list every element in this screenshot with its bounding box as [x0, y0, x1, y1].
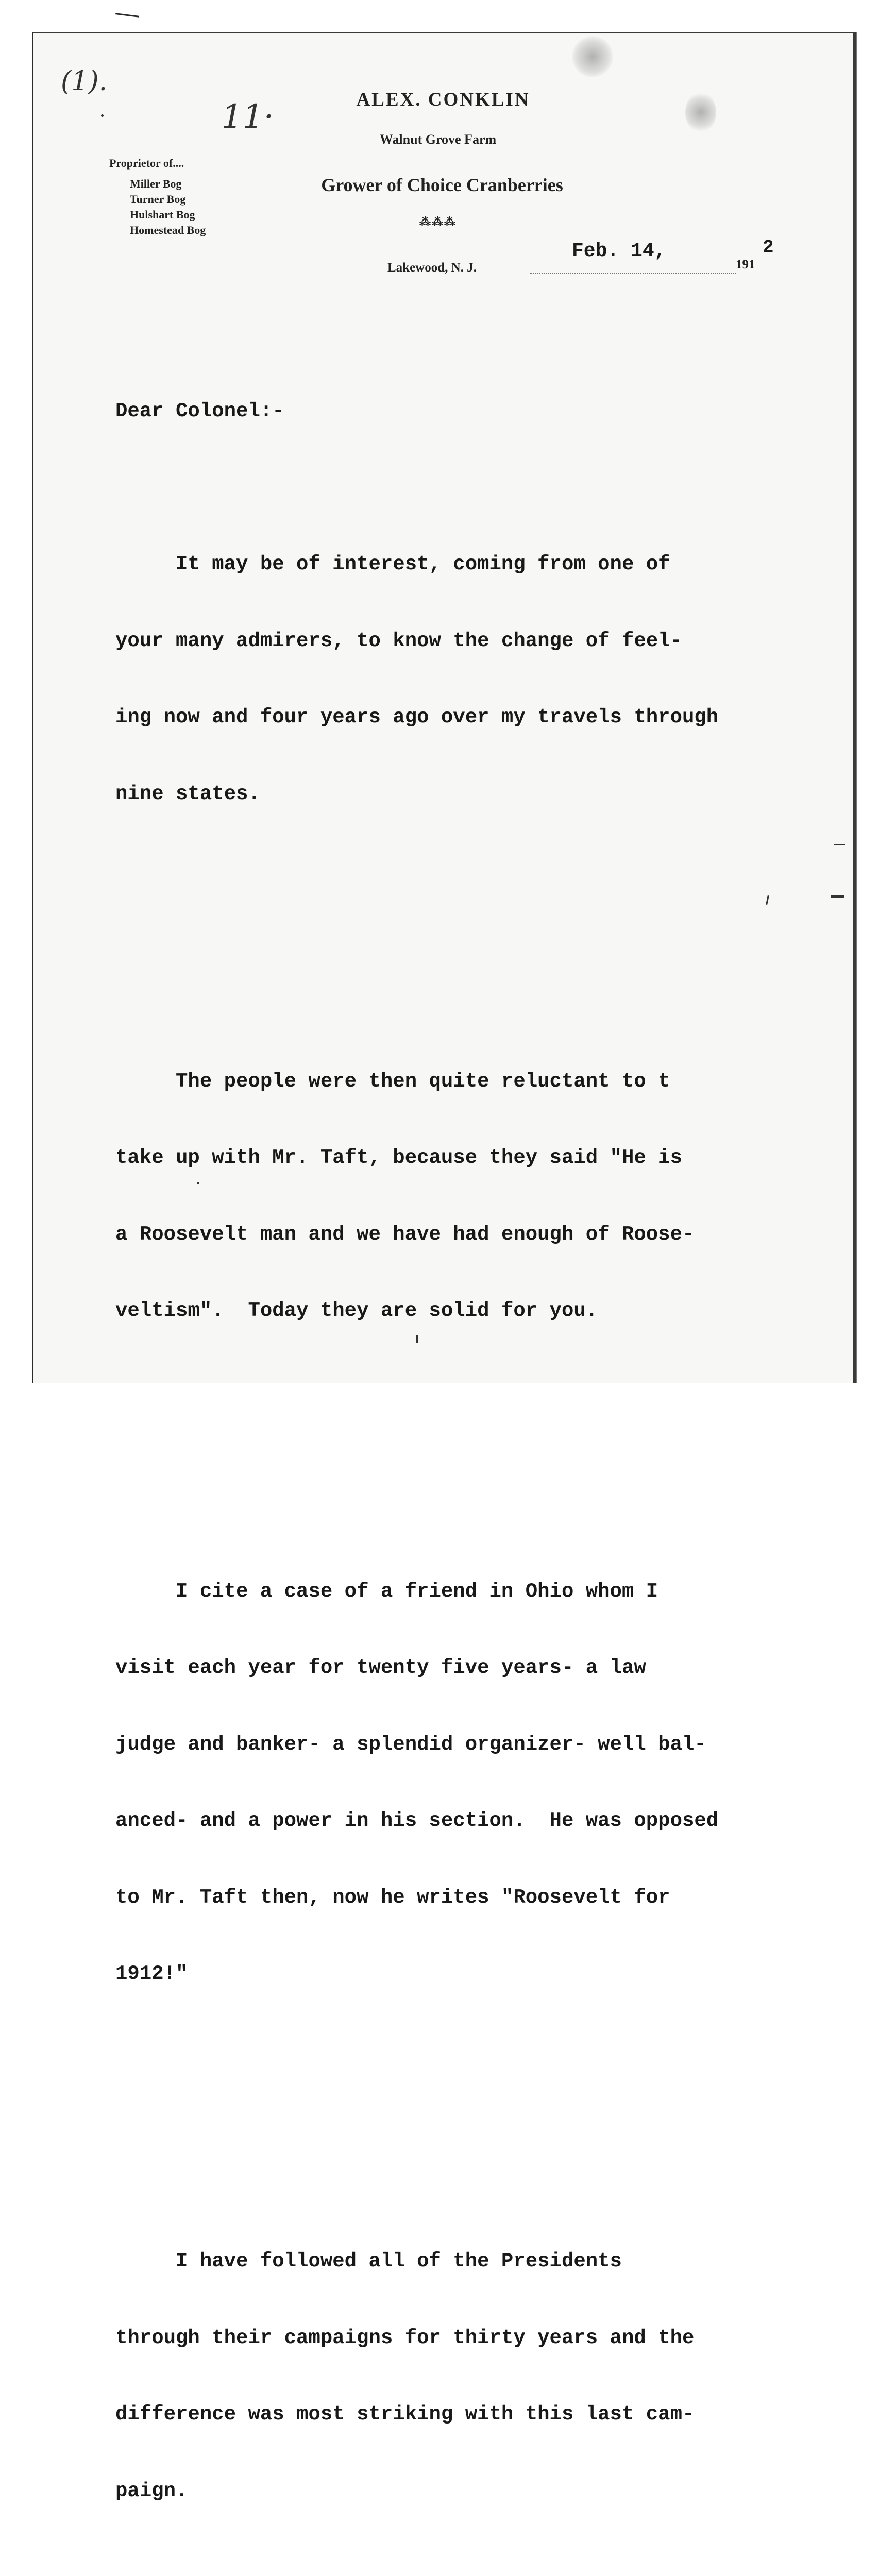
paragraph: [115, 501, 826, 858]
typed-date: Feb. 14,: [572, 240, 666, 262]
year-digit: 2: [763, 237, 774, 258]
text-line: veltism". Today they are solid for you.: [115, 1299, 598, 1322]
letterhead-farm: Walnut Grove Farm: [379, 132, 497, 147]
text-line: a Roosevelt man and we have had enough of Roose-: [115, 1223, 695, 1246]
margin-mark: [101, 114, 104, 117]
bog-item: Turner Bog: [130, 193, 186, 206]
text-line: to Mr. Taft then, now he writes "Roosevelt for: [115, 1886, 670, 1909]
salutation: Dear Colonel:-: [115, 400, 284, 422]
paragraph: [115, 1528, 826, 2038]
paper-edge-mark: [115, 13, 139, 18]
text-line: paign.: [115, 2479, 188, 2502]
tally-annotation: 11·: [222, 98, 274, 136]
page-number-annotation: (1).: [61, 66, 108, 97]
text-line: take up with Mr. Taft, because they said "He is: [115, 1146, 682, 1169]
bog-item: Homestead Bog: [130, 224, 206, 236]
text-line: ing now and four years ago over my travels through: [115, 706, 719, 728]
paragraph: [115, 2198, 826, 2555]
text-line: The people were then quite reluctant to t: [115, 1070, 670, 1093]
margin-mark: [416, 1335, 418, 1343]
margin-mark: [197, 1182, 199, 1184]
text-line: I have followed all of the Presidents: [115, 2250, 622, 2273]
paragraph: [115, 1018, 826, 1375]
text-line: nine states.: [115, 782, 260, 805]
letter-body: [115, 348, 826, 2576]
text-line: 1912!": [115, 1962, 188, 1985]
proprietor-title: Proprietor of....: [109, 157, 184, 170]
letterhead-place: Lakewood, N. J.: [387, 261, 477, 275]
ink-smudge: [685, 92, 716, 133]
text-line: I cite a case of a friend in Ohio whom I: [115, 1580, 658, 1603]
text-line: your many admirers, to know the change of feel-: [115, 629, 682, 652]
text-line: anced- and a power in his section. He was opposed: [115, 1809, 719, 1832]
text-line: visit each year for twenty five years- a law: [115, 1656, 646, 1679]
ink-smudge: [572, 36, 613, 77]
letterhead-ornament: ⁂⁂⁂: [419, 215, 457, 228]
bog-item: Hulshart Bog: [130, 208, 195, 221]
margin-mark: [834, 844, 845, 845]
text-line: judge and banker- a splendid organizer- well bal-: [115, 1733, 706, 1756]
bog-item: Miller Bog: [130, 177, 182, 190]
text-line: It may be of interest, coming from one of: [115, 553, 670, 575]
margin-mark: [831, 895, 844, 898]
date-line: [530, 273, 736, 274]
text-line: through their campaigns for thirty years and the: [115, 2326, 695, 2349]
letterhead-name: ALEX. CONKLIN: [356, 89, 530, 110]
year-prefix: 191: [736, 258, 755, 272]
text-line: difference was most striking with this last cam-: [115, 2403, 695, 2426]
letterhead-tagline: Grower of Choice Cranberries: [321, 175, 563, 195]
